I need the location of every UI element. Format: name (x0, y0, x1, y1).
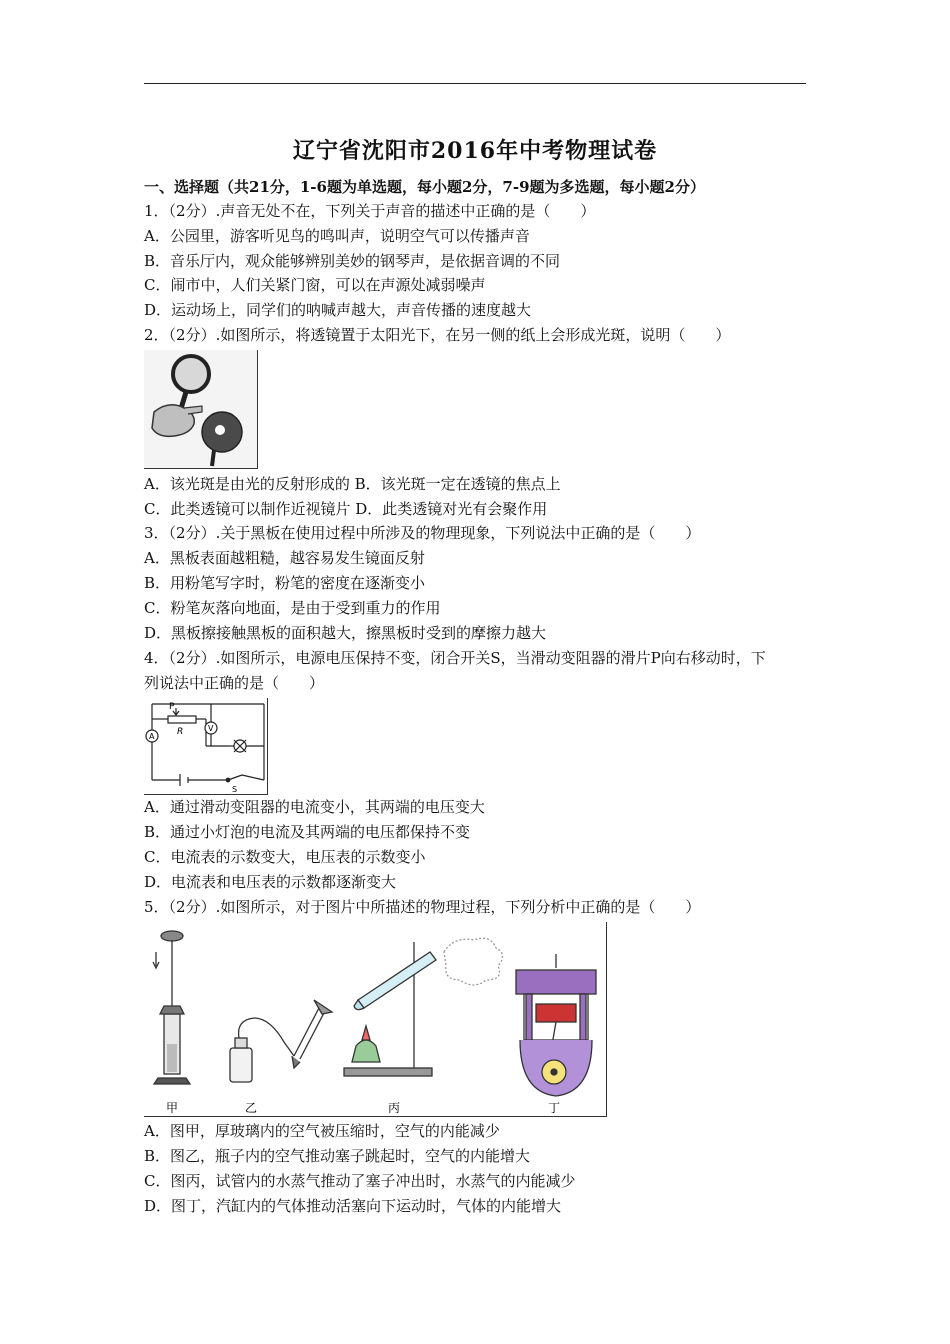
q4-option-b: B．通过小灯泡的电流及其两端的电压都保持不变 (144, 823, 471, 841)
q4-circuit-figure (144, 698, 268, 795)
q3-option-c: C．粉笔灰落向地面，是由于受到重力的作用 (144, 599, 441, 617)
q3-option-b: B．用粉笔写字时，粉笔的密度在逐渐变小 (144, 574, 426, 592)
circuit-label-a: A (149, 732, 155, 741)
q5-option-b: B．图乙，瓶子内的空气推动塞子跳起时，空气的内能增大 (144, 1147, 531, 1165)
q2-options-cd: C．此类透镜可以制作近视镜片 D．此类透镜对光有会聚作用 (144, 500, 548, 518)
q3-option-d: D．黑板擦接触黑板的面积越大，擦黑板时受到的摩擦力越大 (144, 624, 547, 642)
figure-label-yi: 乙 (245, 1101, 258, 1115)
q3-stem: 3．（2分）.关于黑板在使用过程中所涉及的物理现象，下列说法中正确的是（ ） (144, 524, 701, 542)
q1-stem: 1．（2分）.声音无处不在，下列关于声音的描述中正确的是（ ） (144, 202, 596, 220)
q4-option-c: C．电流表的示数变大，电压表的示数变小 (144, 848, 426, 866)
q5-option-a: A．图甲，厚玻璃内的空气被压缩时，空气的内能减少 (144, 1122, 500, 1140)
page-title: 辽宁省沈阳市2016年中考物理试卷 (292, 138, 658, 164)
q3-option-a: A．黑板表面越粗糙，越容易发生镜面反射 (144, 549, 425, 567)
q2-options-ab: A．该光斑是由光的反射形成的 B．该光斑一定在透镜的焦点上 (144, 475, 561, 493)
q1-option-b: B．音乐厅内，观众能够辨别美妙的钢琴声，是依据音调的不同 (144, 252, 561, 270)
figure-label-jia: 甲 (166, 1101, 179, 1115)
figure-label-bing: 丙 (388, 1101, 401, 1115)
q5-option-d: D．图丁，汽缸内的气体推动活塞向下运动时，气体的内能增大 (144, 1197, 562, 1215)
q4-stem-line1: 4．（2分）.如图所示，电源电压保持不变，闭合开关S，当滑动变阻器的滑片P向右移动时，下 (144, 649, 766, 667)
q1-option-a: A．公园里，游客听见鸟的鸣叫声，说明空气可以传播声音 (144, 227, 530, 245)
q4-option-a: A．通过滑动变阻器的电流变小，其两端的电压变大 (144, 798, 485, 816)
section-heading: 一、选择题（共21分，1-6题为单选题，每小题2分，7-9题为多选题，每小题2分） (144, 178, 705, 196)
q4-option-d: D．电流表和电压表的示数都逐渐变大 (144, 873, 397, 891)
circuit-label-p: P (169, 702, 175, 712)
q5-figure (144, 922, 607, 1117)
q2-lens-figure (144, 350, 258, 469)
figure-ding (516, 954, 596, 1096)
q2-stem: 2．（2分）.如图所示，将透镜置于太阳光下，在另一侧的纸上会形成光斑，说明（ ） (144, 326, 731, 344)
header-rule (144, 83, 806, 84)
figure-label-ding: 丁 (548, 1101, 561, 1115)
q4-stem-line2: 列说法中正确的是（ ） (144, 674, 325, 692)
circuit-label-s: S (232, 785, 238, 794)
q5-option-c: C．图丙，试管内的水蒸气推动了塞子冲出时，水蒸气的内能减少 (144, 1172, 576, 1190)
circuit-label-r: R (177, 727, 184, 737)
q1-option-c: C．闹市中，人们关紧门窗，可以在声源处减弱噪声 (144, 276, 486, 294)
circuit-label-v: V (208, 724, 214, 733)
q5-stem: 5．（2分）.如图所示，对于图片中所描述的物理过程，下列分析中正确的是（ ） (144, 898, 701, 916)
q1-option-d: D．运动场上，同学们的呐喊声越大，声音传播的速度越大 (144, 301, 532, 319)
